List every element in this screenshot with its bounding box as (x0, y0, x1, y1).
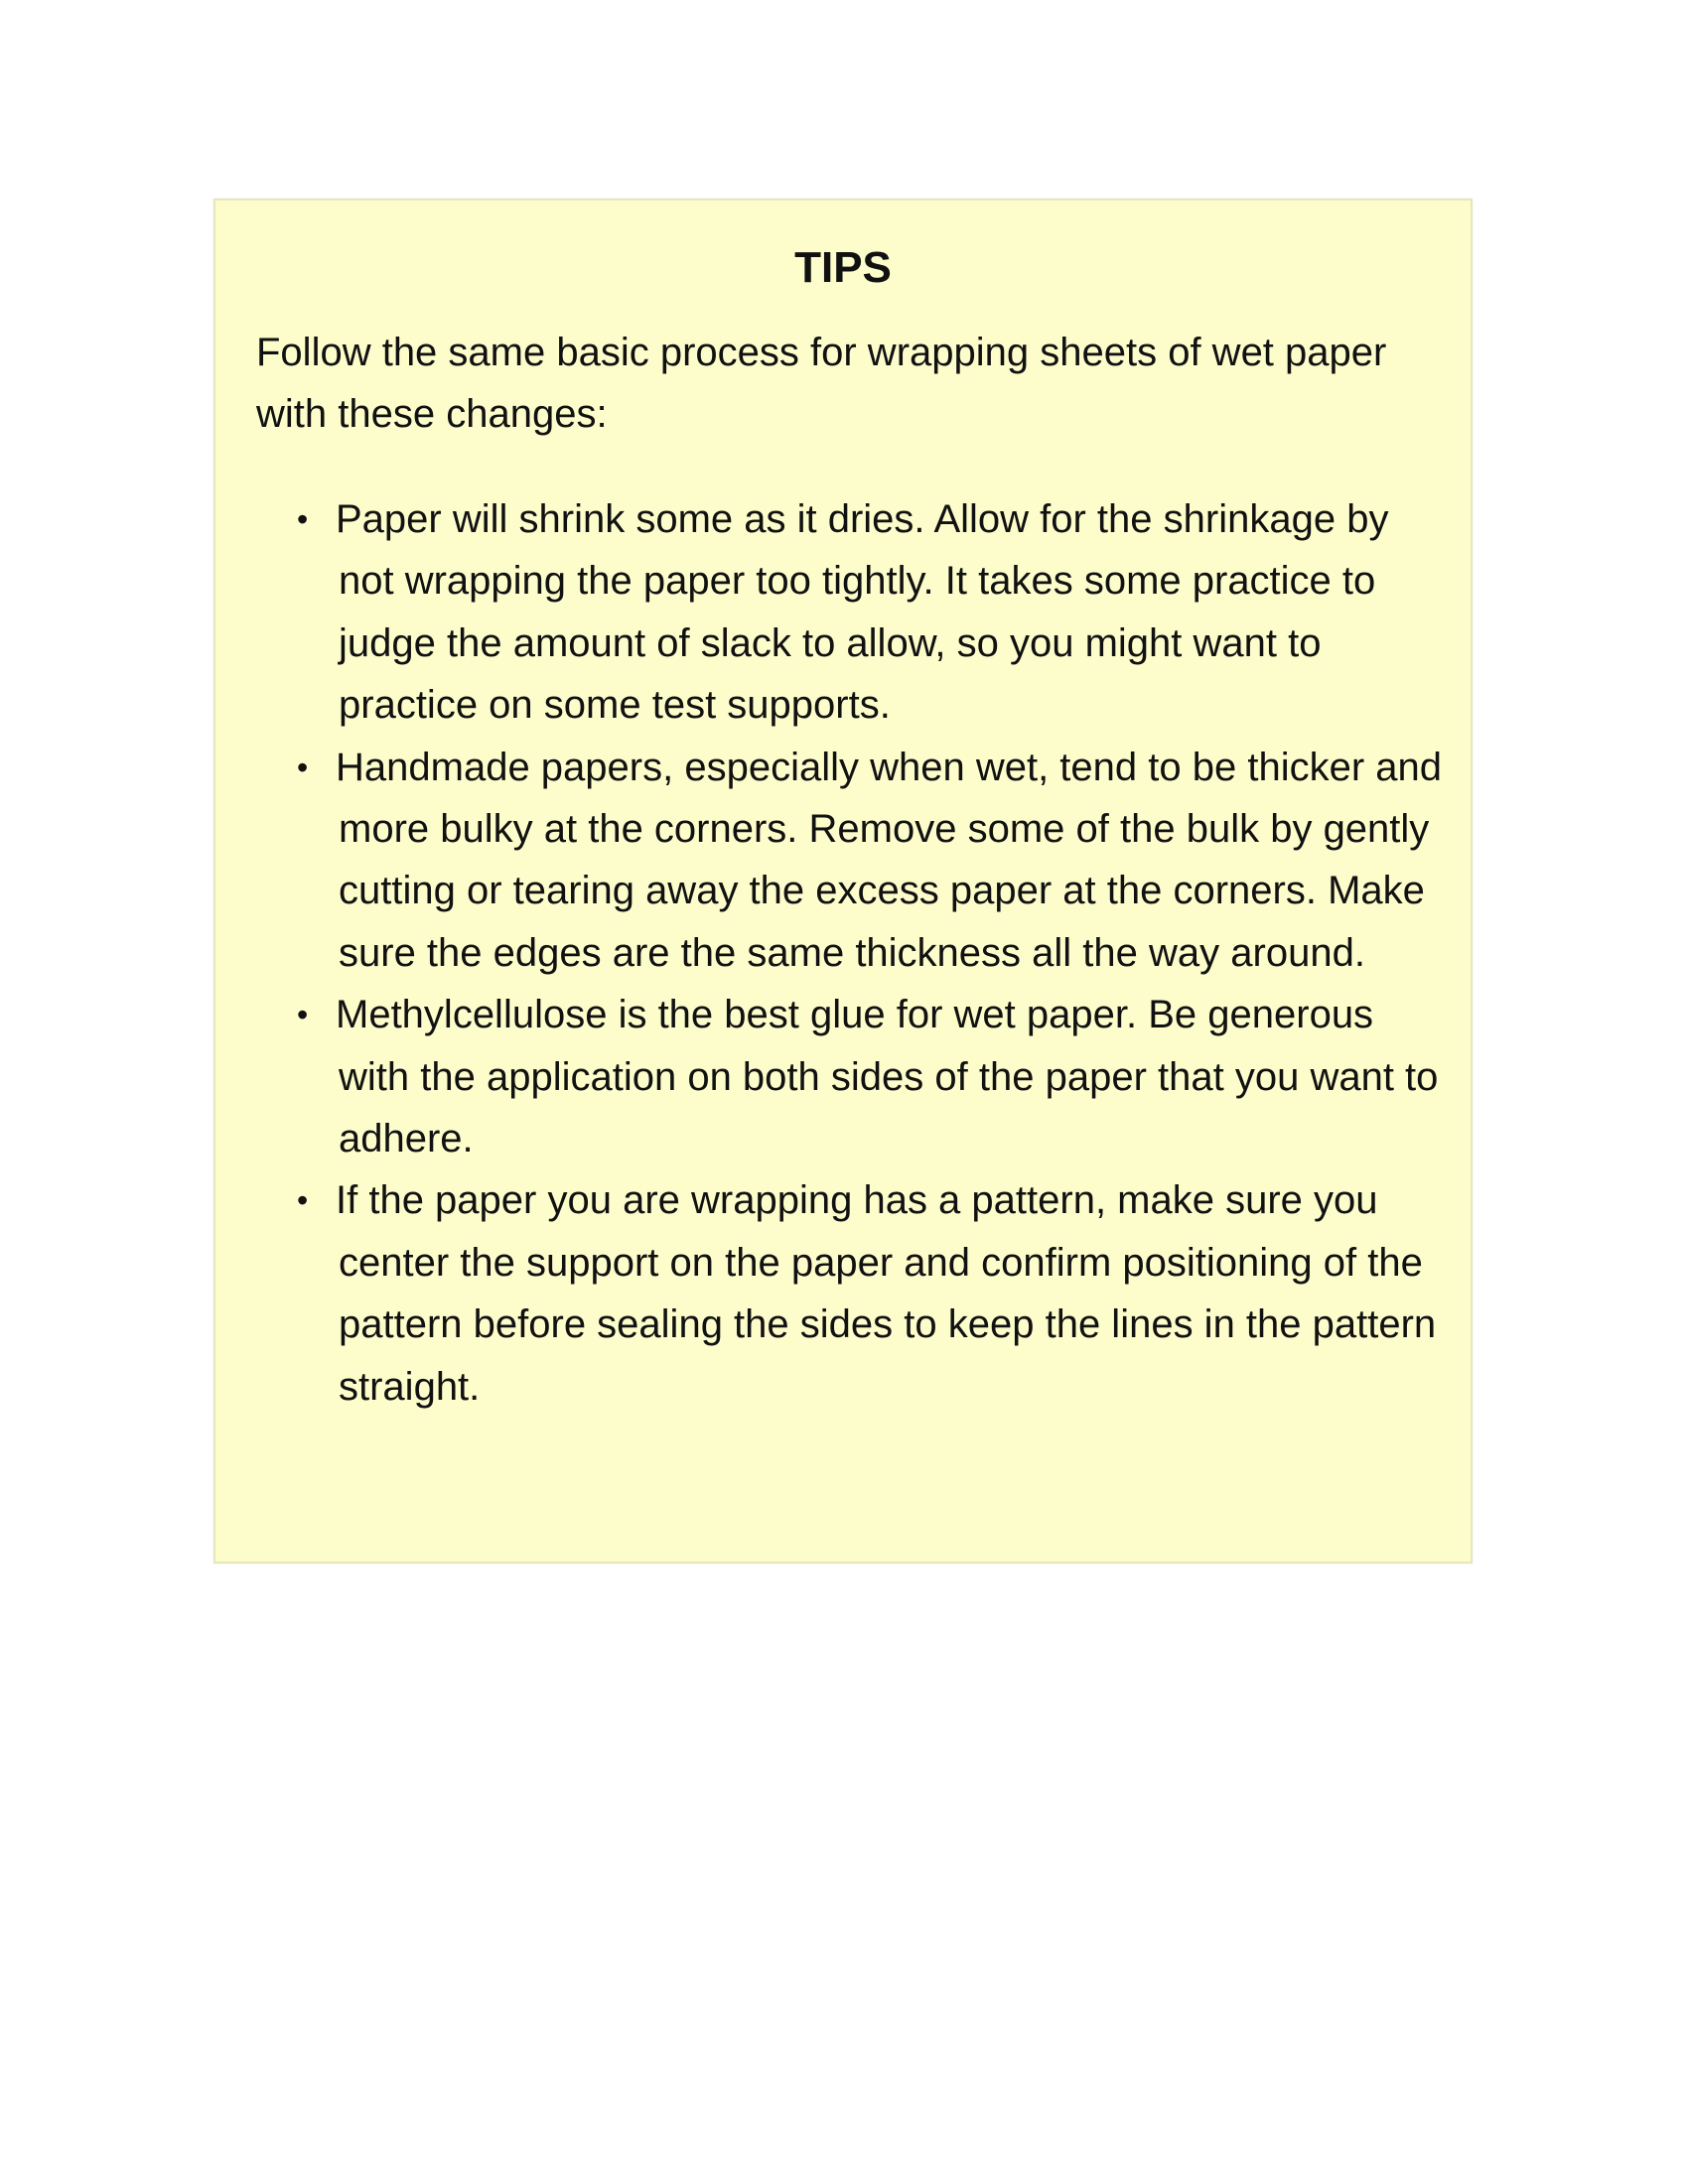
list-item (215, 737, 1475, 985)
bullet-icon: • (297, 749, 309, 785)
tips-box (213, 199, 1473, 1564)
list-item (215, 1169, 1475, 1418)
tips-intro: Follow the same basic process for wrapping sheets of wet paper with these changes: (256, 331, 1387, 436)
list-item (215, 488, 1475, 737)
tip-text: If the paper you are wrapping has a pattern, make sure you center the support on the paper and confirm positioning of the pattern before sealing the sides to keep the lines in the pattern straight. (336, 1178, 1437, 1409)
bullet-icon: • (297, 501, 309, 537)
tip-text: Methylcellulose is the best glue for wet paper. Be generous with the application on both sides of the paper that you want to adhere. (336, 993, 1439, 1161)
list-item (215, 984, 1475, 1169)
tip-text: Paper will shrink some as it dries. Allow for the shrinkage by not wrapping the paper too tightly. It takes some practice to judge the amount of slack to allow, so you might want to practice on some test supports. (336, 497, 1389, 728)
bullet-icon: • (297, 997, 309, 1033)
tip-text: Handmade papers, especially when wet, tend to be thicker and more bulky at the corners. Remove some of the bulk by gently cutting or tearing away the excess paper at the corners. Make sure the edges are the same thickness all the way around. (336, 745, 1443, 975)
tips-title: TIPS (794, 243, 892, 292)
tips-list (215, 488, 1475, 1418)
bullet-icon: • (297, 1182, 309, 1219)
